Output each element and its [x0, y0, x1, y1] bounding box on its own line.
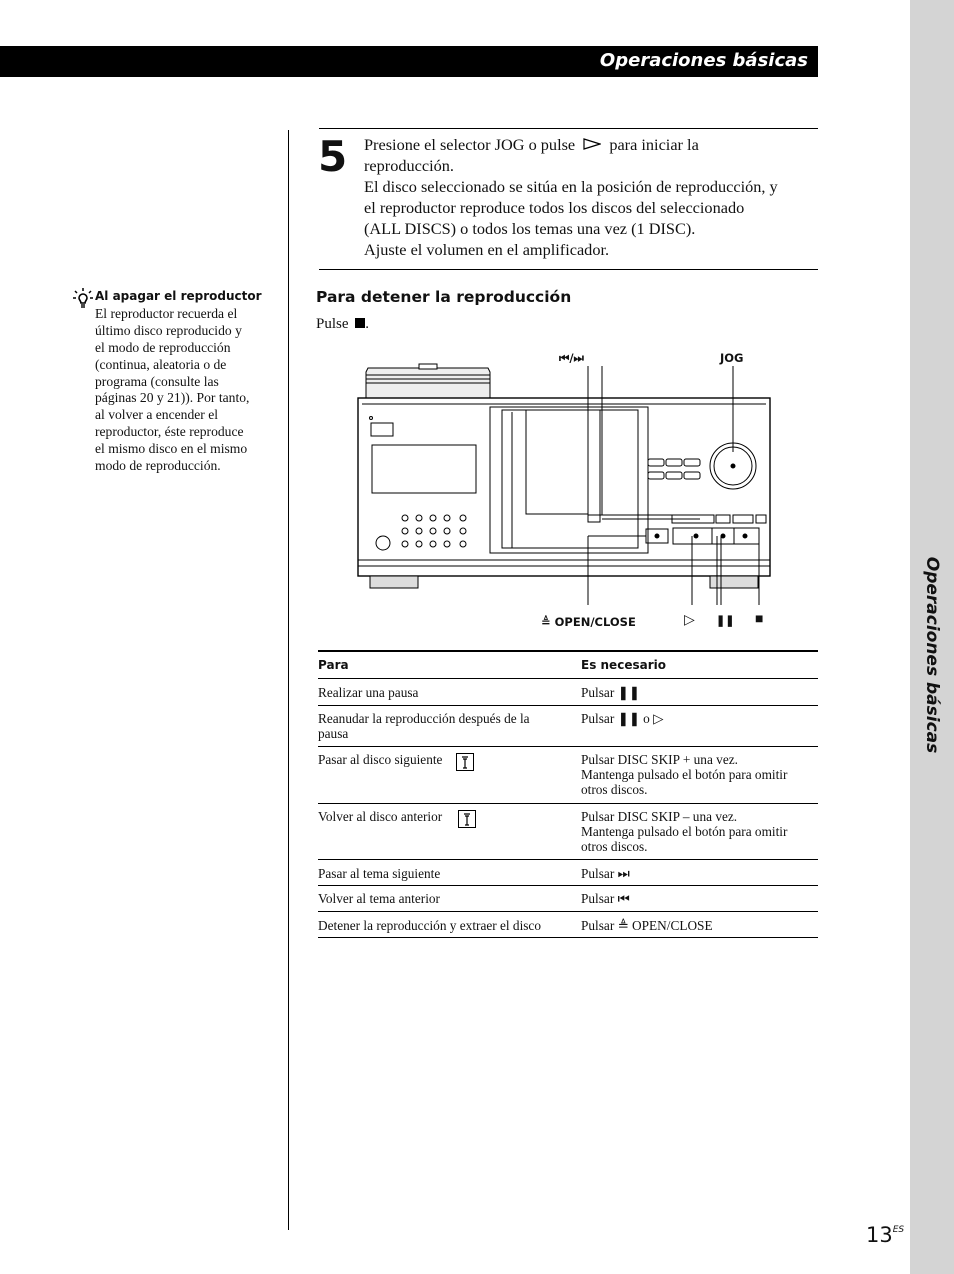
tip-line: páginas 20 y 21)). Por tanto, [95, 390, 250, 405]
tip-title: Al apagar el reproductor [95, 289, 262, 303]
tip-line: al volver a encender el [95, 407, 219, 422]
row-necesario: Pulsar ❚❚ [581, 685, 640, 700]
row-necesario: otros discos. [581, 839, 648, 854]
row-para: Detener la reproducción y extraer el disco [318, 918, 541, 933]
step-text-line1 [364, 135, 699, 155]
row-necesario: Pulsar ⏭ [581, 866, 630, 881]
tip-line: el modo de reproducción [95, 340, 231, 355]
step-text-line1a: Presione el selector JOG o pulse [364, 135, 576, 154]
tip-line: programa (consulte las [95, 374, 219, 389]
page-number-suffix: ES [892, 1225, 905, 1235]
row-para: pausa [318, 726, 349, 741]
table-rule [318, 937, 818, 938]
step-text-line1b: para iniciar la [609, 135, 699, 154]
row-para: Pasar al tema siguiente [318, 866, 441, 881]
table-rule [318, 885, 818, 886]
tip-line: El reproductor recuerda el [95, 306, 238, 321]
tip-line: el mismo disco en el mismo [95, 441, 248, 456]
step-text-line6: Ajuste el volumen en el amplificador. [364, 240, 610, 259]
table-rule [318, 705, 818, 706]
play-icon [583, 138, 601, 150]
table-rule [318, 803, 818, 804]
lightbulb-icon [72, 287, 94, 311]
step-text-line4: el reproductor reproduce todos los discos del seleccionado [364, 198, 745, 217]
step-top-rule [319, 128, 818, 129]
step-text-line3: El disco seleccionado se sitúa en la posición de reproducción, y [364, 177, 778, 196]
cd-player-diagram [355, 360, 775, 620]
pause-glyph: ❚❚ [716, 615, 735, 627]
pulse-period: . [365, 316, 370, 332]
pulse-text: Pulse [316, 316, 349, 332]
remote-icon [456, 753, 474, 771]
tip-line: modo de reproducción. [95, 458, 221, 473]
row-para: Pasar al disco siguiente [318, 752, 443, 767]
step-text-line5: (ALL DISCS) o todos los temas una vez (1 DISC). [364, 219, 696, 238]
jog-label: JOG [720, 351, 744, 365]
row-necesario: Mantenga pulsado el botón para omitir [581, 824, 788, 839]
row-necesario: Pulsar DISC SKIP + una vez. [581, 752, 738, 767]
header-bar [0, 46, 818, 77]
row-para: Reanudar la reproducción después de la [318, 711, 530, 726]
row-necesario: Pulsar DISC SKIP – una vez. [581, 809, 738, 824]
stop-glyph: ■ [755, 612, 764, 627]
table-rule [318, 746, 818, 747]
col1-header: Para [318, 658, 349, 672]
step-bottom-rule [319, 269, 818, 270]
row-necesario: Pulsar ≜ OPEN/CLOSE [581, 918, 713, 933]
skip-buttons-label: ⏮/⏭ [559, 351, 584, 365]
page-title: Operaciones básicas [599, 50, 808, 71]
table-rule [318, 678, 818, 679]
side-tab-label: Operaciones básicas [922, 556, 942, 754]
tip-line: reproductor, éste reproduce [95, 424, 244, 439]
tip-line: último disco reproducido y [95, 323, 242, 338]
table-rule [318, 911, 818, 912]
tip-line: (continua, aleatoria o de [95, 357, 227, 372]
step-text-line2: reproducción. [364, 156, 454, 175]
page-number [866, 1223, 904, 1247]
row-necesario: Pulsar ❚❚ o ▷ [581, 711, 664, 726]
row-para: Volver al tema anterior [318, 891, 440, 906]
table-rule [318, 650, 818, 652]
row-necesario: otros discos. [581, 782, 648, 797]
row-para: Realizar una pausa [318, 685, 419, 700]
page-number-value: 13 [866, 1223, 893, 1247]
table-rule [318, 859, 818, 860]
row-para: Volver al disco anterior [318, 809, 443, 824]
col2-header: Es necesario [581, 658, 666, 672]
column-divider [288, 130, 289, 1230]
pulse-instruction [316, 316, 369, 333]
step-number: 5 [318, 132, 348, 181]
row-necesario: Pulsar ⏮ [581, 891, 630, 906]
section-heading: Para detener la reproducción [316, 288, 572, 306]
remote-icon [458, 810, 476, 828]
open-close-label: ≜ OPEN/CLOSE [541, 615, 636, 629]
play-glyph: ▷ [684, 613, 695, 628]
stop-icon [355, 318, 365, 328]
row-necesario: Mantenga pulsado el botón para omitir [581, 767, 788, 782]
